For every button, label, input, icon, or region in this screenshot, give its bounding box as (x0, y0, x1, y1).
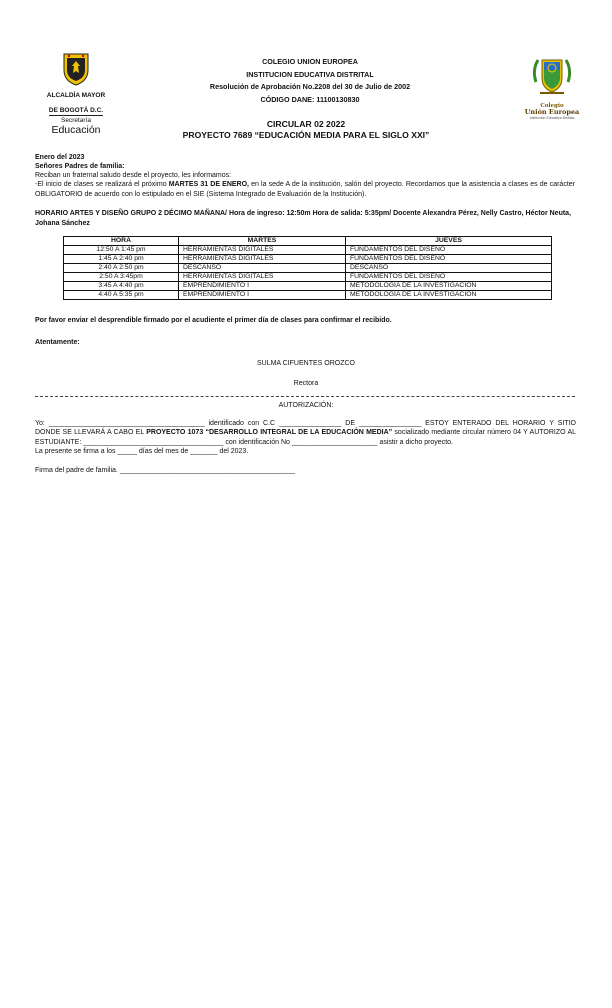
authorization-statement (35, 419, 576, 447)
cell-jueves: FUNDAMENTOS DEL DISEÑO (346, 246, 552, 255)
start-date: MARTES 31 DE ENERO, (168, 181, 249, 188)
circular-title (140, 119, 472, 140)
cell-hora: 4:40 A 5:35 pm (64, 291, 179, 300)
school-logo (524, 52, 580, 121)
logo-line-colegio: Colegio (540, 103, 564, 109)
table-row (64, 273, 552, 282)
start-notice (35, 180, 575, 199)
table-row (64, 255, 552, 264)
cell-martes: HERRAMIENTAS DIGITALES (179, 246, 346, 255)
parent-signature-line: Firma del padre de familia. _____________________________________________ (35, 467, 296, 475)
logo-line-ied: Institución Educativa Distrital (529, 116, 575, 120)
cell-jueves: METODOLOGÍA DE LA INVESTIGACIÓN (346, 291, 552, 300)
letter-date: Enero del 2023 (35, 154, 85, 161)
cell-jueves: METODOLOGÍA DE LA INVESTIGACIÓN (346, 282, 552, 291)
table-row (64, 264, 552, 273)
cell-martes: HERRAMIENTAS DIGITALES (179, 273, 346, 282)
table-row (64, 246, 552, 255)
cell-jueves: FUNDAMENTOS DEL DISEÑO (346, 255, 552, 264)
schedule-table (63, 236, 552, 300)
schedule-heading: HORARIO ARTES Y DISEÑO GRUPO 2 DÉCIMO MAÑANA/ Hora de ingreso: 12:50m Hora de salida: 5:35pm/ Docente Alexandra Pérez, Nelly Castro, Héctor Neuta, Johana Sánchez (35, 210, 572, 227)
cell-martes: EMPRENDIMIENTO I (179, 291, 346, 300)
logo-line-union-europea: Unión Europea (524, 108, 580, 116)
start-notice-post: en la sede A de la institución, salón del proyecto. Recordamos que la asistencia a clases es de carácter OBLIGATORIO de acuerdo con lo estipulado en el SIE (Sistema Integrado de Evaluación de la Institución). (35, 181, 575, 198)
authorization-title: AUTORIZACIÓN: (278, 402, 334, 409)
cell-hora: 3:45 A 4:40 pm (64, 282, 179, 291)
school-crest-icon (530, 52, 574, 98)
table-row (64, 291, 552, 300)
circular-number: CIRCULAR 02 2022 (266, 119, 346, 129)
table-header-row (64, 237, 552, 246)
logo-line-secretaria: Secretaría (61, 117, 91, 124)
authorization-text-a: Yo: ________________________________________ identificado con C.C ________________ DE ________________ ESTOY ENTERADO DEL HORARIO Y SITIO DONDE SE LLEVARÁ A CABO EL (35, 420, 576, 437)
alcaldia-logo (36, 52, 116, 136)
logo-line-alcaldia: ALCALDÍA MAYOR (46, 92, 106, 99)
authorization-date-line: La presente se firma a los _____ días del mes de _______ del 2023. (35, 447, 249, 455)
cell-martes: DESCANSO (179, 264, 346, 273)
sincerely: Atentamente: (35, 339, 80, 346)
signer-name: SULMA CIFUENTES OROZCO (256, 360, 355, 367)
header-martes: MARTES (179, 237, 346, 246)
header-jueves: JUEVES (346, 237, 552, 246)
header-hora: HORA (64, 237, 179, 246)
bogota-shield-icon (61, 52, 91, 86)
project-title: PROYECTO 7689 “EDUCACIÓN MEDIA PARA EL SIGLO XXI” (182, 129, 430, 140)
cell-hora: 2:50 A 3:45pm (64, 273, 179, 282)
cell-jueves: DESCANSO (346, 264, 552, 273)
authorization-project: PROYECTO 1073 “DESARROLLO INTEGRAL DE LA EDUCACIÓN MEDIA” (146, 429, 393, 437)
cell-hora: 12:50 A 1:45 pm (64, 246, 179, 255)
letter-greeting: Reciban un fraternal saludo desde el proyecto, les informamos: (35, 172, 232, 179)
cell-martes: EMPRENDIMIENTO I (179, 282, 346, 291)
authorization-form (35, 419, 576, 475)
return-request: Por favor enviar el desprendible firmado por el acudiente el primer día de clases para confirmar el recibido. (35, 317, 392, 324)
cell-martes: HERRAMIENTAS DIGITALES (179, 255, 346, 264)
institution-header (180, 56, 440, 106)
letter-salutation: Señores Padres de familia: (35, 163, 125, 170)
dane-code: CÓDIGO DANE: 11100130830 (260, 94, 360, 104)
logo-line-educacion: Educación (51, 124, 101, 136)
cell-hora: 2:40 A 2:50 pm (64, 264, 179, 273)
authorization-text-b: socializado mediante circular número 04 Y AUTORIZO AL ESTUDIANTE: ____________________________________ con identificación No ______________________ asistir a dicho proyecto. (35, 429, 577, 446)
school-name: COLEGIO UNION EUROPEA (262, 57, 358, 66)
signer-role: Rectora (293, 380, 319, 387)
cell-hora: 1:45 A 2:40 pm (64, 255, 179, 264)
start-notice-pre: -El inicio de clases se realizará el próximo (35, 181, 169, 188)
table-row (64, 282, 552, 291)
institution-type: INSTITUCION EDUCATIVA DISTRITAL (246, 69, 374, 79)
cut-line (35, 396, 575, 397)
resolution: Resolución de Aprobación No.2208 del 30 de Julio de 2002 (209, 82, 411, 91)
logo-line-bogota: DE BOGOTÁ D.C. (48, 107, 104, 114)
cell-jueves: FUNDAMENTOS DEL DISEÑO (346, 273, 552, 282)
